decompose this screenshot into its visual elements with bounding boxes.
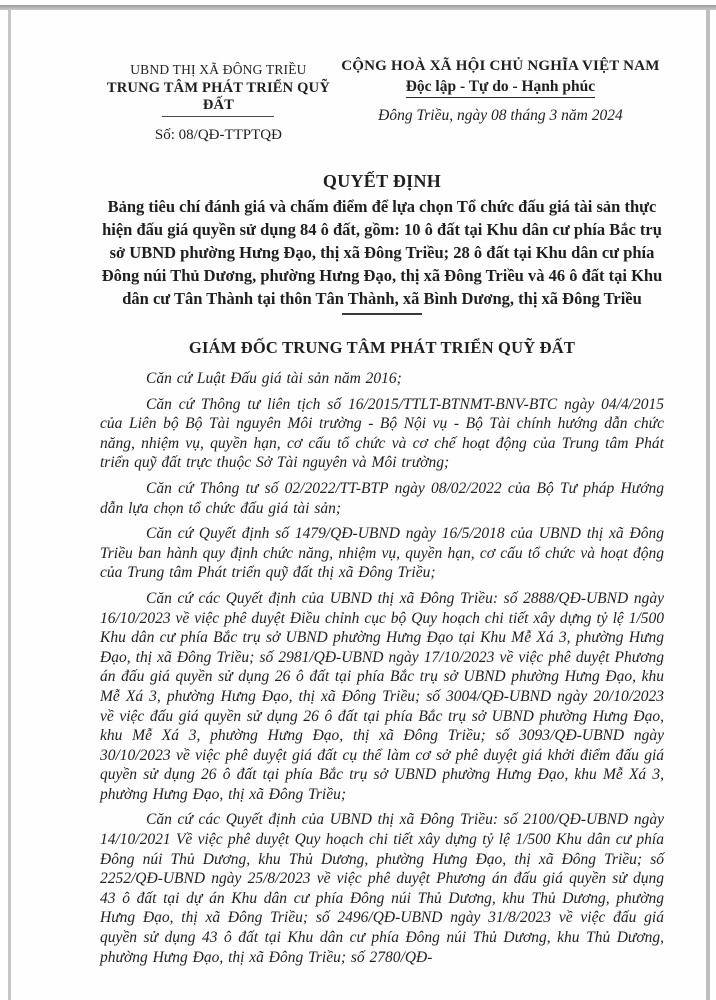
scan-border-right <box>706 9 710 1000</box>
issuing-agency-block <box>100 58 337 144</box>
national-header-block <box>337 58 664 144</box>
document-number: Số: 08/QĐ-TTPTQĐ <box>154 127 282 143</box>
place-and-date: Đông Triều, ngày 08 tháng 3 năm 2024 <box>378 107 623 124</box>
parent-org-name: UBND THỊ XÃ ĐÔNG TRIỀU <box>130 62 307 77</box>
legal-basis-clause: Căn cứ Quyết định số 1479/QĐ-UBND ngày 16/5/2018 của UBND thị xã Đông Triều ban hành quy định chức năng, nhiệm vụ, quyền hạn, cơ cấu tổ chức và hoạt động của Trung tâm Phát triển quỹ đất thị xã Đông Triều; <box>100 525 664 582</box>
document-title: QUYẾT ĐỊNH <box>322 171 442 191</box>
legal-basis-clause: Căn cứ các Quyết định của UBND thị xã Đông Triều: số 2100/QĐ-UBND ngày 14/10/2021 Về việc phê duyệt Quy hoạch chi tiết xây dựng tỷ lệ 1/500 Khu dân cư phía Đông núi Thủ Dương, khu Thủ Dương, phường Hưng Đạo, thị xã Đông Triều; số 2252/QĐ-UBND ngày 25/8/2023 về việc phê duyệt Phương án đấu giá quyền sử dụng 43 ô đất tại dự án Khu dân cư phía Đông núi Thủ Dương, khu Thủ Dương, phường Hưng Đạo, thị xã Đông Triều; số 2496/QĐ-UBND ngày 31/8/2023 về việc đấu giá quyền sử dụng 43 ô đất tại Khu dân cư phía Đông núi Thủ Dương, khu Thủ Dương, phường Hưng Đạo, thị xã Đông Triều; số 2780/QĐ- <box>100 811 664 966</box>
document-header <box>100 58 664 144</box>
legal-basis-clause: Căn cứ Thông tư liên tịch số 16/2015/TTLT-BTNMT-BNV-BTC ngày 04/4/2015 của Liên bộ Bộ Tài nguyên Môi trường - Bộ Nội vụ - Bộ Tài chính hướng dẫn chức năng, nhiệm vụ, quyền hạn, cơ cấu tổ chức và cơ chế hoạt động của Trung tâm Phát triển quỹ đất trực thuộc Sở Tài nguyên và Môi trường; <box>100 395 664 472</box>
legal-basis-clause: Căn cứ Luật Đấu giá tài sản năm 2016; <box>146 370 402 387</box>
national-title: CỘNG HOÀ XÃ HỘI CHỦ NGHĨA VIỆT NAM <box>341 58 660 74</box>
org-name-underline <box>162 116 274 117</box>
org-name: TRUNG TÂM PHÁT TRIỂN QUỸ ĐẤT <box>106 80 330 113</box>
authority-heading: GIÁM ĐỐC TRUNG TÂM PHÁT TRIỂN QUỸ ĐẤT <box>188 338 576 357</box>
legal-basis-clause: Căn cứ các Quyết định của UBND thị xã Đông Triều: số 2888/QĐ-UBND ngày 16/10/2023 về việc phê duyệt Điều chỉnh cục bộ Quy hoạch chi tiết xây dựng tỷ lệ 1/500 Khu dân cư phía Bắc trụ sở UBND phường Hưng Đạo tại Khu Mễ Xá 3, phường Hưng Đạo, thị xã Đông Triều; số 2981/QĐ-UBND ngày 17/10/2023 về việc phê duyệt Phương án đấu giá quyền sử dụng 26 ô đất tại phía Bắc trụ sở UBND phường Hưng Đạo, khu Mễ Xá 3, phường Hưng Đạo, thị xã Đông Triều; số 3004/QĐ-UBND ngày 20/10/2023 về việc đấu giá quyền sử dụng 26 ô đất tại phía Bắc trụ sở UBND phường Hưng Đạo, khu Mễ Xá 3, phường Hưng Đạo, thị xã Đông Triều; số 3093/QĐ-UBND ngày 30/10/2023 về việc phê duyệt giá đất cụ thể làm cơ sở phê duyệt giá khởi điểm đấu giá quyền sử dụng 26 ô đất tại phía Bắc trụ sở UBND phường Hưng Đạo, khu Mễ Xá 3, phường Hưng Đạo, thị xã Đông Triều; <box>100 589 664 803</box>
document-content <box>100 58 664 967</box>
document-body <box>100 369 664 967</box>
national-motto: Độc lập - Tự do - Hạnh phúc <box>406 78 595 98</box>
legal-basis-clause: Căn cứ Thông tư số 02/2022/TT-BTP ngày 08/02/2022 của Bộ Tư pháp Hướng dẫn lựa chọn tổ chức đấu giá tài sản; <box>100 479 664 517</box>
document-subtitle: Bảng tiêu chí đánh giá và chấm điểm để lựa chọn Tổ chức đấu giá tài sản thực hiện đấu giá quyền sử dụng 84 ô đất, gồm: 10 ô đất tại Khu dân cư phía Bắc trụ sở UBND phường Hưng Đạo, thị xã Đông Triều; 28 ô đất tại Khu dân cư phía Đông núi Thủ Dương, phường Hưng Đạo, thị xã Đông Triều và 46 ô đất tại Khu dân cư Tân Thành tại thôn Tân Thành, xã Bình Dương, thị xã Đông Triều <box>101 197 663 308</box>
scan-border-top <box>0 5 716 10</box>
subtitle-rule <box>342 313 422 315</box>
scan-border-left <box>8 9 11 1000</box>
